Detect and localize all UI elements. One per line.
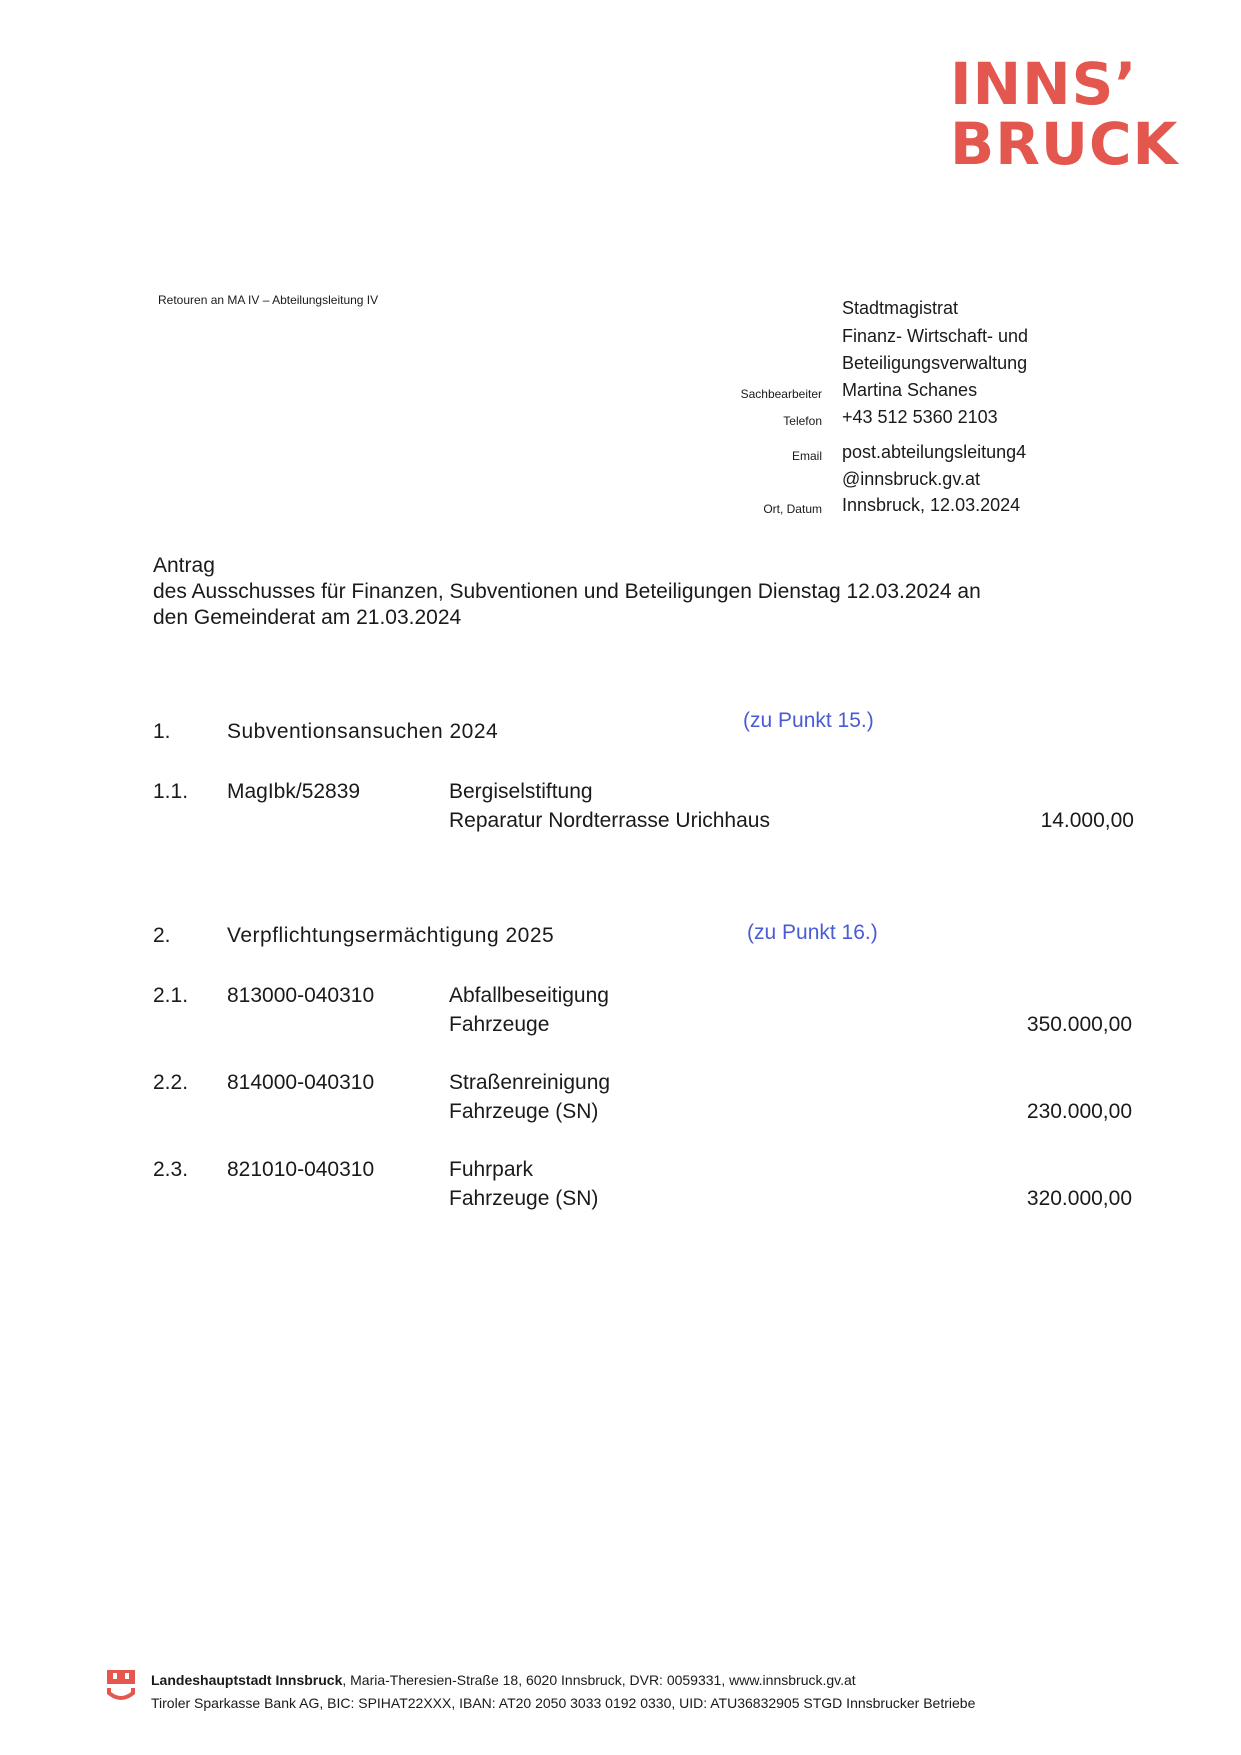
section-reference: (zu Punkt 16.) <box>747 921 878 944</box>
sender-office-1: Stadtmagistrat <box>842 298 959 318</box>
item-amount: 320.000,00 <box>1026 1187 1132 1210</box>
sender-office-3: Beteiligungsverwaltung <box>842 353 1028 373</box>
item-code: 814000-040310 <box>227 1071 375 1094</box>
logo-line-2: BRUCK <box>950 110 1179 178</box>
footer-org-details: , Maria-Theresien-Straße 18, 6020 Innsbruck, DVR: 0059331, www.innsbruck.gv.at <box>342 1672 856 1688</box>
subject-line-1: des Ausschusses für Finanzen, Subventionen und Beteiligungen Dienstag 12.03.2024 an <box>153 580 981 603</box>
clerk-label: Sachbearbeiter <box>740 387 822 401</box>
sender-block <box>740 296 1140 526</box>
subject-line-2: den Gemeinderat am 21.03.2024 <box>153 606 462 629</box>
item-number: 1.1. <box>153 780 189 803</box>
item-description: Abfallbeseitigung <box>449 984 609 1007</box>
email-line-1: post.abteilungsleitung4 <box>842 442 1027 462</box>
return-address: Retouren an MA IV – Abteilungsleitung IV <box>158 293 379 307</box>
item-description: Bergiselstiftung <box>449 780 593 803</box>
email-line-2: @innsbruck.gv.at <box>842 469 980 489</box>
email-label: Email <box>791 449 822 463</box>
innsbruck-logo <box>950 50 1190 180</box>
section-number: 2. <box>153 924 171 947</box>
section-title: Subventionsansuchen 2024 <box>227 720 499 743</box>
section-title: Verpflichtungsermächtigung 2025 <box>227 924 555 947</box>
footer-bank-line: Tiroler Sparkasse Bank AG, BIC: SPIHAT22XXX, IBAN: AT20 2050 3033 0192 0330, UID: ATU36832905 STGD Innsbrucker Betriebe <box>151 1695 976 1711</box>
item-description-detail: Reparatur Nordterrasse Urichhaus <box>449 809 770 832</box>
item-number: 2.2. <box>153 1071 189 1094</box>
item-description: Fuhrpark <box>449 1158 534 1181</box>
item-amount: 14.000,00 <box>1040 809 1134 832</box>
item-description: Straßenreinigung <box>449 1071 611 1094</box>
item-amount: 230.000,00 <box>1026 1100 1132 1123</box>
item-code: MagIbk/52839 <box>227 780 361 803</box>
footer-address <box>151 1672 856 1688</box>
item-amount: 350.000,00 <box>1026 1013 1132 1036</box>
item-code: 821010-040310 <box>227 1158 375 1181</box>
item-code: 813000-040310 <box>227 984 375 1007</box>
clerk-name: Martina Schanes <box>842 380 978 400</box>
phone-number: +43 512 5360 2103 <box>842 407 998 427</box>
phone-label: Telefon <box>783 414 822 428</box>
item-number: 2.3. <box>153 1158 189 1181</box>
logo-line-1: INNS’ <box>950 50 1138 118</box>
sender-office-2: Finanz- Wirtschaft- und <box>842 326 1029 346</box>
subject-block <box>153 553 1133 631</box>
item-number: 2.1. <box>153 984 189 1007</box>
section-reference: (zu Punkt 15.) <box>743 709 874 732</box>
item-description-detail: Fahrzeuge (SN) <box>449 1187 599 1210</box>
city-coat-of-arms-icon <box>107 1670 135 1704</box>
item-description-detail: Fahrzeuge (SN) <box>449 1100 599 1123</box>
item-description-detail: Fahrzeuge <box>449 1013 550 1036</box>
date-label: Ort, Datum <box>763 502 822 516</box>
footer-org-name: Landeshauptstadt Innsbruck <box>151 1672 343 1688</box>
place-date: Innsbruck, 12.03.2024 <box>842 495 1021 515</box>
section-number: 1. <box>153 720 171 743</box>
subject-title: Antrag <box>153 554 215 577</box>
